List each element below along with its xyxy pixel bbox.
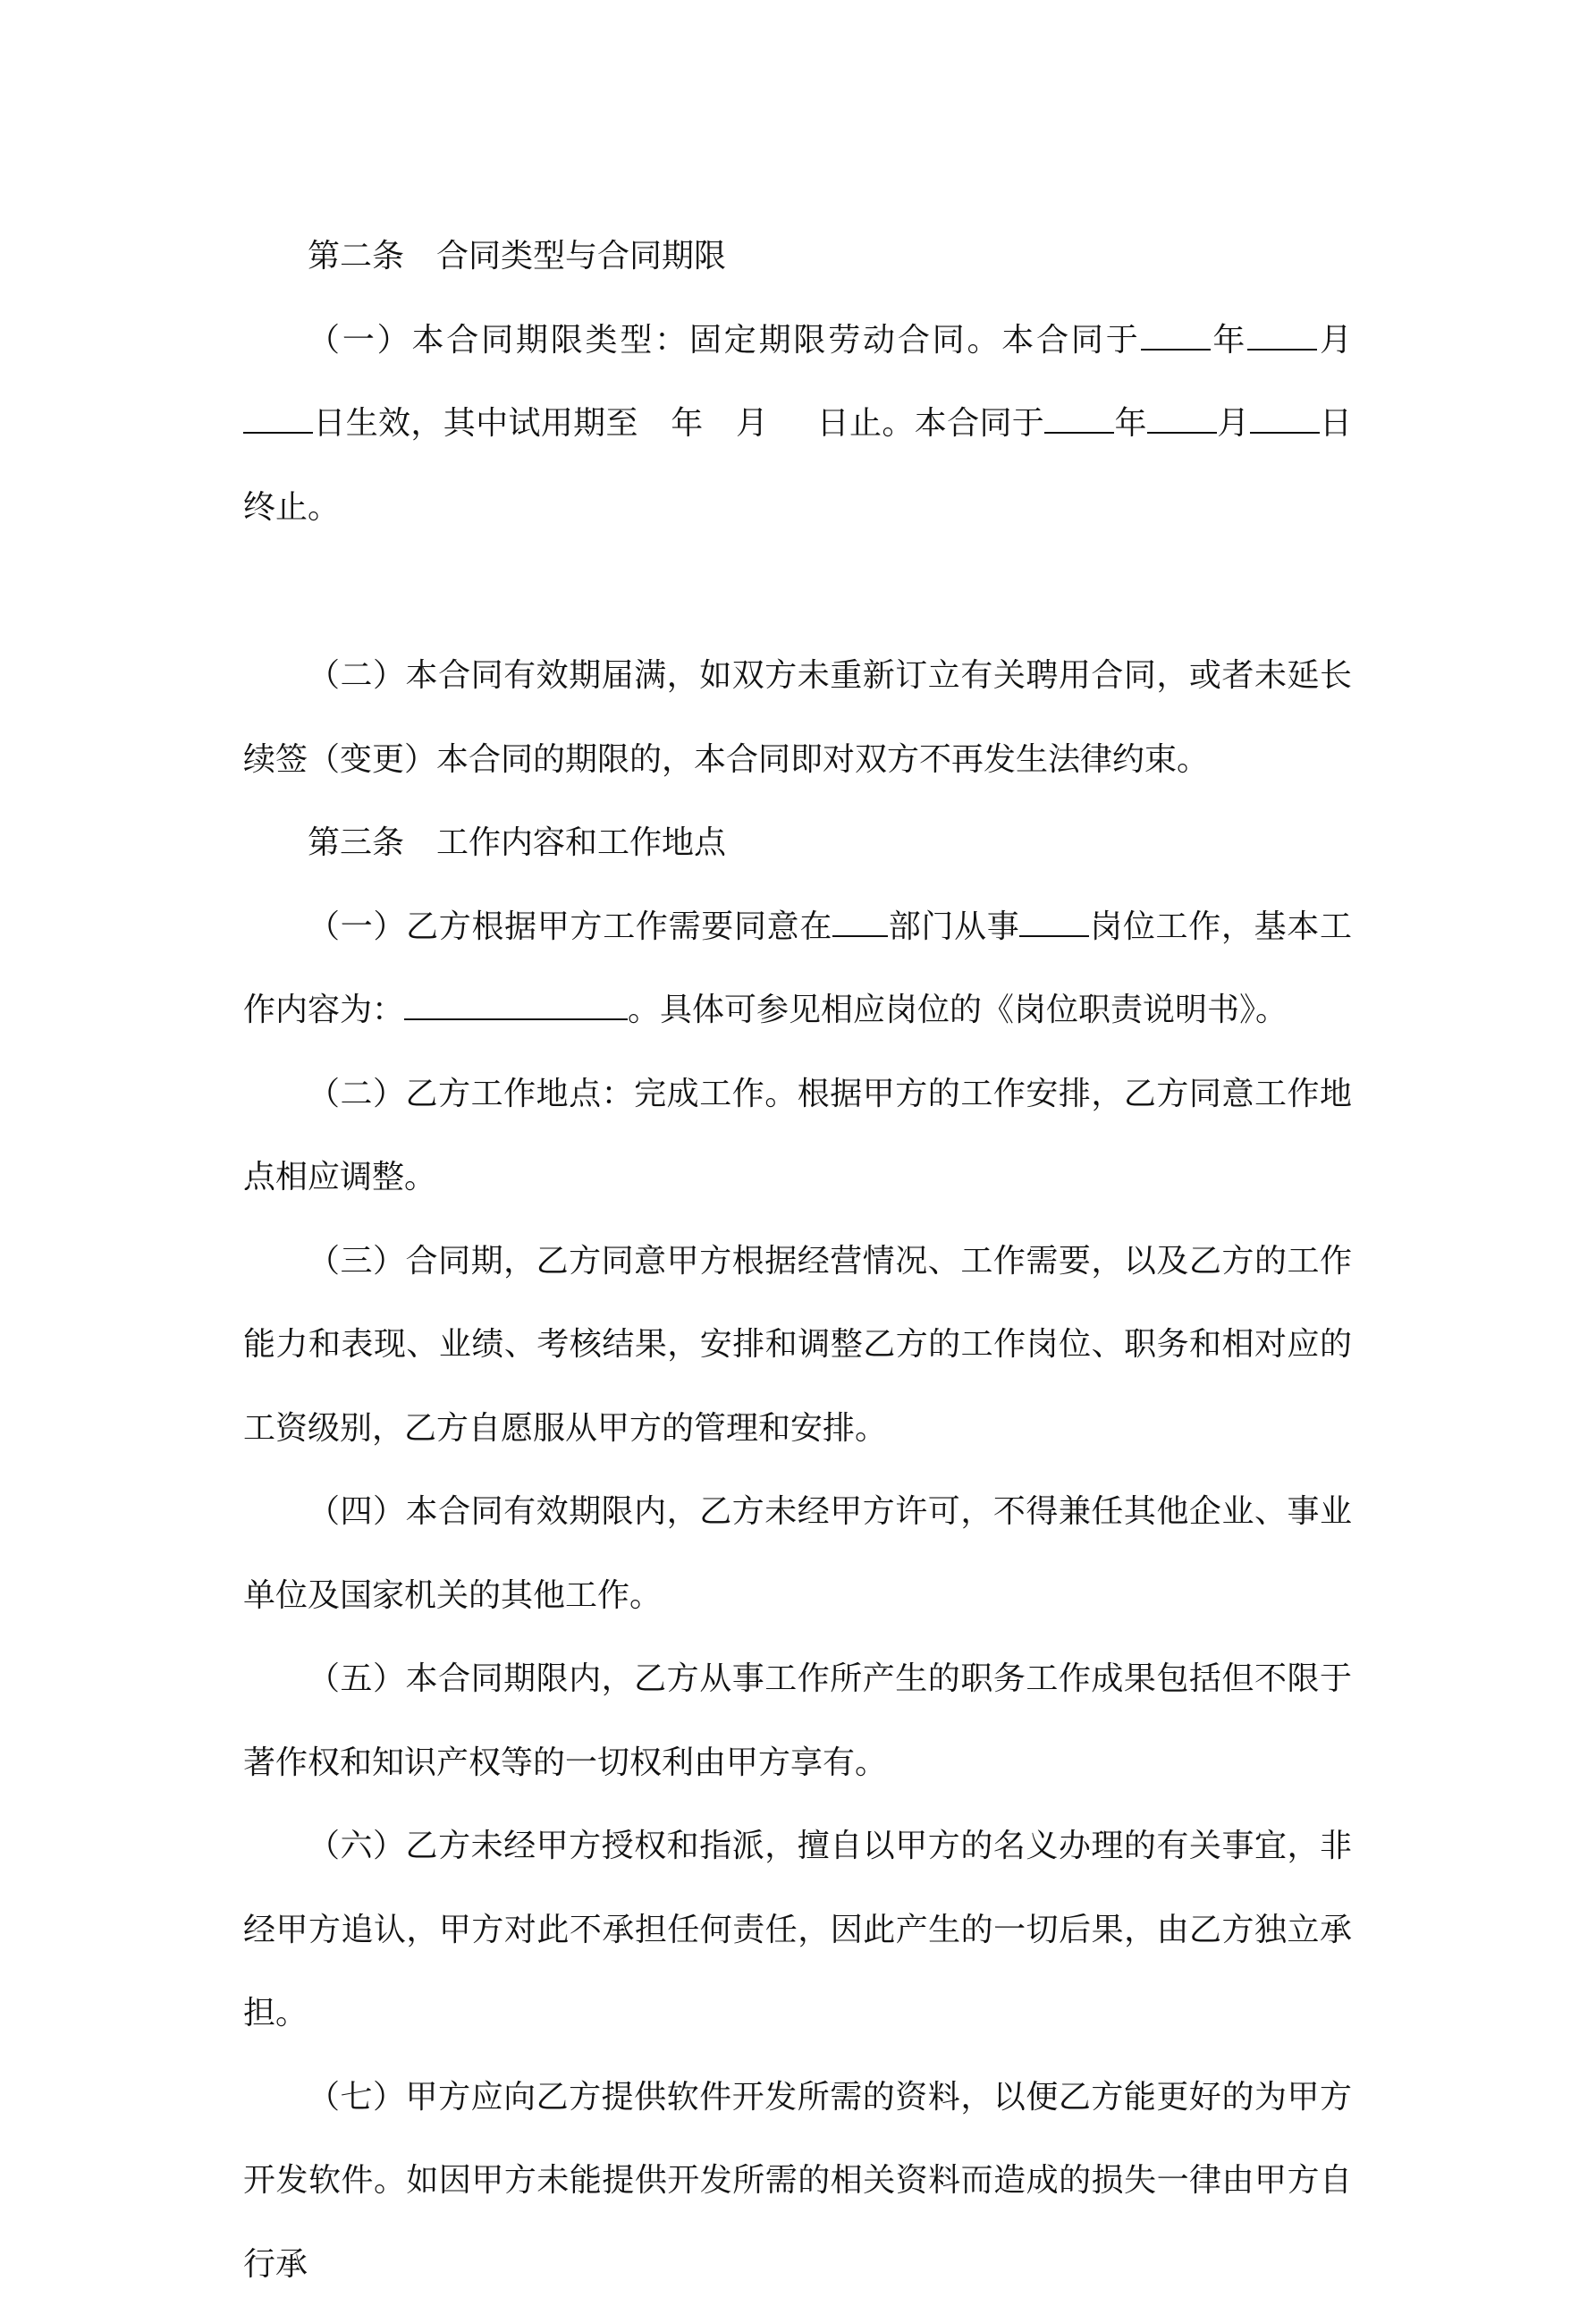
article-3-clause-2: （二）乙方工作地点：完成工作。根据甲方的工作安排，乙方同意工作地点相应调整。 bbox=[243, 1052, 1352, 1220]
blank-field[interactable] bbox=[1141, 322, 1211, 351]
clause-text: （一）乙方根据甲方工作需要同意在 bbox=[308, 908, 832, 945]
clause-text: 岗位工作，基本工作内容为： bbox=[243, 908, 1352, 1029]
clause-text: （一）本合同期限类型：固定期限劳动合同。本合同于 bbox=[308, 322, 1141, 359]
article-3-heading: 第三条 工作内容和工作地点 bbox=[243, 801, 1352, 885]
blank-field[interactable] bbox=[1019, 908, 1089, 937]
article-3-clause-7: （七）甲方应向乙方提供软件开发所需的资料，以便乙方能更好的为甲方开发软件。如因甲方未能提供开发所需的相关资料而造成的损失一律由甲方自行承 bbox=[243, 2056, 1352, 2306]
clause-text: 日止。本合同于 bbox=[816, 405, 1044, 442]
clause-text: 年 bbox=[671, 405, 704, 442]
blank-field[interactable] bbox=[404, 992, 628, 1020]
article-3-clause-5: （五）本合同期限内，乙方从事工作所产生的职务工作成果包括但不限于著作权和知识产权等的一切权利由甲方享有。 bbox=[243, 1637, 1352, 1804]
clause-text: 月 bbox=[1217, 405, 1250, 442]
article-3-clause-3: （三）合同期，乙方同意甲方根据经营情况、工作需要，以及乙方的工作能力和表现、业绩、考核结果，安排和调整乙方的工作岗位、职务和相对应的工资级别，乙方自愿服从甲方的管理和安排。 bbox=[243, 1220, 1352, 1471]
article-2-clause-2: （二）本合同有效期届满，如双方未重新订立有关聘用合同，或者未延长续签（变更）本合同的期限的，本合同即对双方不再发生法律约束。 bbox=[243, 634, 1352, 801]
contract-page bbox=[243, 215, 1352, 2306]
blank-field[interactable] bbox=[243, 405, 313, 434]
clause-text: 日生效，其中试用期至 bbox=[313, 405, 638, 442]
clause-text: 月 bbox=[1317, 322, 1352, 359]
clause-text: 月 bbox=[736, 405, 769, 442]
article-3-clause-1 bbox=[243, 885, 1352, 1052]
blank-field[interactable] bbox=[832, 908, 888, 937]
clause-text: 日终止。 bbox=[243, 405, 1352, 526]
blank-field[interactable] bbox=[1147, 405, 1217, 434]
article-3-clause-4: （四）本合同有效期限内，乙方未经甲方许可，不得兼任其他企业、事业单位及国家机关的其他工作。 bbox=[243, 1470, 1352, 1637]
blank-field[interactable] bbox=[1044, 405, 1114, 434]
article-2-clause-1 bbox=[243, 299, 1352, 550]
clause-text: 年 bbox=[1211, 322, 1248, 359]
spacer bbox=[243, 549, 1352, 634]
blank-field[interactable] bbox=[1247, 322, 1317, 351]
article-2-heading: 第二条 合同类型与合同期限 bbox=[243, 215, 1352, 299]
clause-text: 部门从事 bbox=[888, 908, 1019, 945]
clause-text: 年 bbox=[1114, 405, 1147, 442]
clause-text: 。具体可参见相应岗位的《岗位职责说明书》。 bbox=[628, 992, 1288, 1028]
blank-field[interactable] bbox=[1250, 405, 1320, 434]
article-3-clause-6: （六）乙方未经甲方授权和指派，擅自以甲方的名义办理的有关事宜，非经甲方追认，甲方对此不承担任何责任，因此产生的一切后果，由乙方独立承担。 bbox=[243, 1804, 1352, 2056]
